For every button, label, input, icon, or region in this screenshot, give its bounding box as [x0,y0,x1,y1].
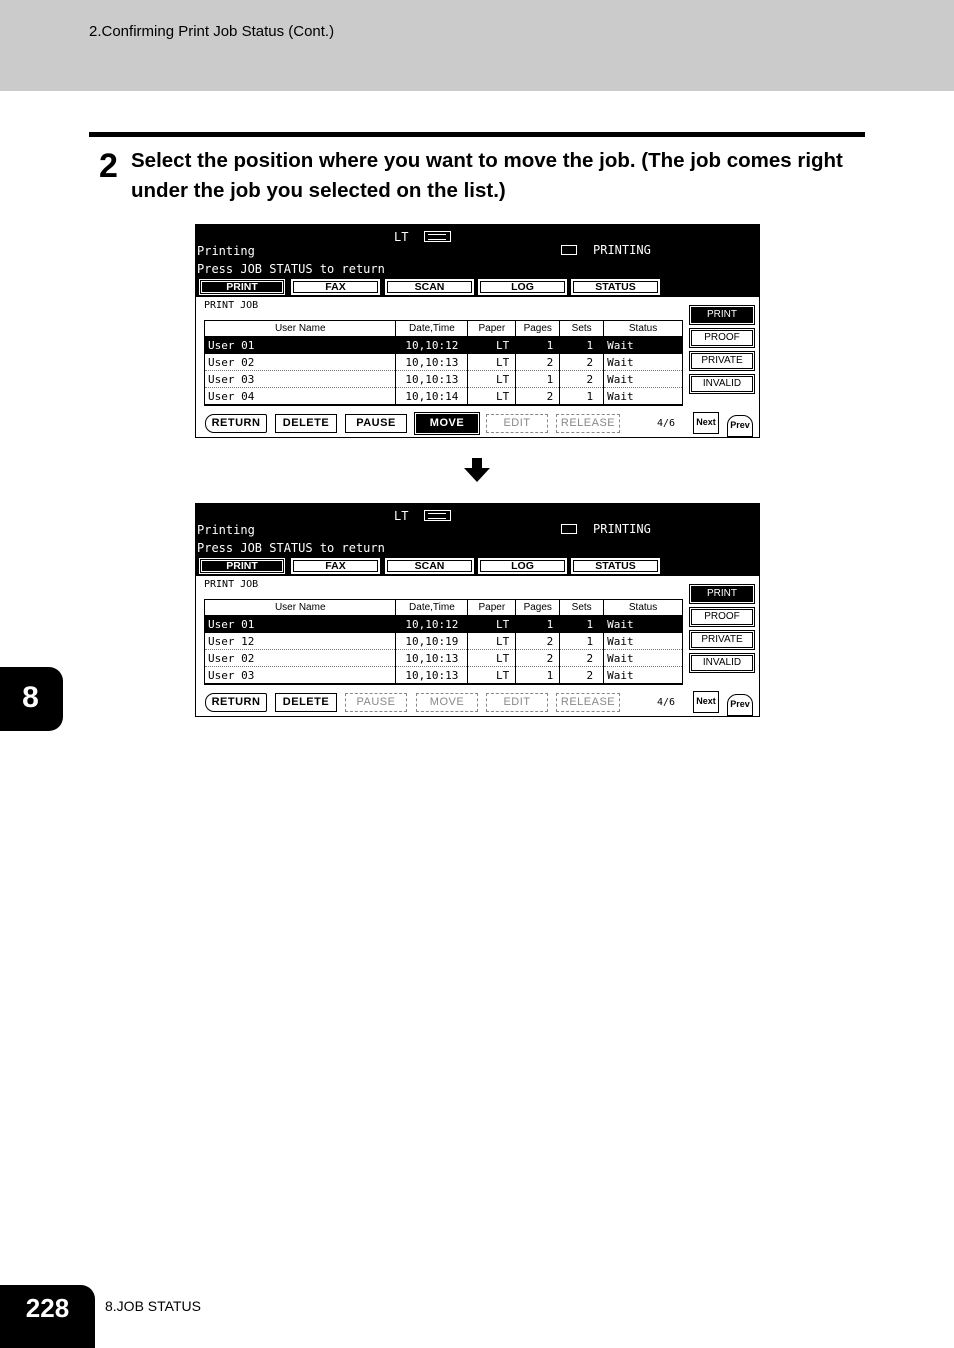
step-instruction: Select the position where you want to move the job. (The job comes right under the job you selected on the list.) [131,149,843,202]
paper-size: LT [394,509,409,523]
invalid-button[interactable]: INVALID [691,655,753,671]
section-label: PRINT JOB [204,579,259,590]
release-button[interactable]: RELEASE [556,414,620,433]
invalid-button[interactable]: INVALID [691,376,753,392]
table-row[interactable] [205,616,683,633]
tab-status[interactable]: STATUS [571,279,660,295]
page-number: 228 [0,1285,95,1348]
table-row[interactable] [205,650,683,667]
job-table [204,599,683,684]
cell-sets: 2 [560,371,604,388]
machine-status: PRINTING [593,522,651,536]
print-button[interactable]: PRINT [691,586,753,602]
machine-status: PRINTING [593,243,651,257]
cell-sets: 2 [560,667,604,684]
table-row[interactable] [205,371,683,388]
status-hint: Press JOB STATUS to return [197,541,385,555]
private-button[interactable]: PRIVATE [691,353,753,369]
paper-size: LT [394,230,409,244]
cell-pages: 2 [516,650,560,667]
cell-date: 10,10:13 [396,650,468,667]
cell-user: User 02 [205,354,396,371]
col-paper: Paper [468,321,516,337]
cell-sets: 2 [560,650,604,667]
cell-user: User 02 [205,650,396,667]
tab-fax[interactable]: FAX [291,558,380,574]
cell-paper: LT [468,371,516,388]
cell-date: 10,10:14 [396,388,468,405]
cell-sets: 1 [560,616,604,633]
prev-button[interactable]: Prev [727,415,753,437]
cell-paper: LT [468,337,516,354]
cell-paper: LT [468,616,516,633]
cell-pages: 2 [516,633,560,650]
cell-paper: LT [468,667,516,684]
cell-pages: 1 [516,616,560,633]
table-row[interactable] [205,667,683,684]
job-status-screen-after [195,503,760,717]
private-button[interactable]: PRIVATE [691,632,753,648]
col-date-time: Date,Time [396,321,468,337]
paper-tray-icon [424,510,451,521]
footer-section: 8.JOB STATUS [105,1298,201,1314]
edit-button[interactable]: EDIT [486,693,548,712]
chapter-tab: 8 [0,667,63,731]
cell-user: User 01 [205,337,396,354]
tab-print[interactable]: PRINT [199,558,285,574]
table-row[interactable] [205,354,683,371]
cell-paper: LT [468,650,516,667]
return-button[interactable]: RETURN [205,693,267,712]
delete-button[interactable]: DELETE [275,414,337,433]
cell-status: Wait [604,388,683,405]
col-paper: Paper [468,600,516,616]
header-band [0,0,954,91]
printer-icon [561,245,577,255]
cell-date: 10,10:13 [396,667,468,684]
tab-log[interactable]: LOG [478,558,567,574]
cell-date: 10,10:13 [396,371,468,388]
cell-date: 10,10:12 [396,616,468,633]
release-button[interactable]: RELEASE [556,693,620,712]
col-date-time: Date,Time [396,600,468,616]
cell-date: 10,10:13 [396,354,468,371]
running-header: 2.Confirming Print Job Status (Cont.) [89,23,335,40]
pause-button[interactable]: PAUSE [345,414,407,433]
tab-fax[interactable]: FAX [291,279,380,295]
paper-tray-icon [424,231,451,242]
divider [204,684,683,685]
table-header [205,321,683,337]
cell-status: Wait [604,633,683,650]
cell-sets: 2 [560,354,604,371]
proof-button[interactable]: PROOF [691,330,753,346]
tab-log[interactable]: LOG [478,279,567,295]
cell-status: Wait [604,371,683,388]
table-row[interactable] [205,337,683,354]
next-button[interactable]: Next [693,691,719,713]
print-button[interactable]: PRINT [691,307,753,323]
status-hint: Press JOB STATUS to return [197,262,385,276]
col-status: Status [604,600,683,616]
edit-button[interactable]: EDIT [486,414,548,433]
cell-pages: 1 [516,667,560,684]
divider [204,405,683,406]
prev-button[interactable]: Prev [727,694,753,716]
step-number: 2 [99,147,118,185]
cell-paper: LT [468,388,516,405]
cell-sets: 1 [560,337,604,354]
return-button[interactable]: RETURN [205,414,267,433]
next-button[interactable]: Next [693,412,719,434]
col-sets: Sets [560,321,604,337]
col-pages: Pages [516,600,560,616]
status-message: Printing [197,244,255,258]
cell-pages: 1 [516,337,560,354]
cell-sets: 1 [560,633,604,650]
tab-scan[interactable]: SCAN [385,558,474,574]
status-header [196,225,760,297]
status-message: Printing [197,523,255,537]
printer-icon [561,524,577,534]
tab-status[interactable]: STATUS [571,558,660,574]
delete-button[interactable]: DELETE [275,693,337,712]
job-table [204,320,683,405]
move-button[interactable]: MOVE [416,693,478,712]
cell-sets: 1 [560,388,604,405]
col-status: Status [604,321,683,337]
cell-date: 10,10:12 [396,337,468,354]
table-row[interactable] [205,633,683,650]
proof-button[interactable]: PROOF [691,609,753,625]
cell-date: 10,10:19 [396,633,468,650]
cell-status: Wait [604,650,683,667]
tab-scan[interactable]: SCAN [385,279,474,295]
cell-paper: LT [468,354,516,371]
page-count: 4/6 [657,418,676,429]
pause-button[interactable]: PAUSE [345,693,407,712]
cell-status: Wait [604,354,683,371]
cell-pages: 2 [516,354,560,371]
cell-paper: LT [468,633,516,650]
cell-status: Wait [604,616,683,633]
cell-user: User 03 [205,667,396,684]
table-row[interactable] [205,388,683,405]
cell-user: User 12 [205,633,396,650]
tab-print[interactable]: PRINT [199,279,285,295]
move-button[interactable]: MOVE [416,414,478,433]
status-header [196,504,760,576]
col-pages: Pages [516,321,560,337]
cell-pages: 2 [516,388,560,405]
cell-status: Wait [604,337,683,354]
col-user-name: User Name [205,600,396,616]
cell-user: User 03 [205,371,396,388]
section-rule [89,132,865,137]
table-header [205,600,683,616]
page-count: 4/6 [657,697,676,708]
cell-status: Wait [604,667,683,684]
job-status-screen-before [195,224,760,438]
down-arrow-icon [463,458,491,484]
col-user-name: User Name [205,321,396,337]
cell-user: User 04 [205,388,396,405]
cell-pages: 1 [516,371,560,388]
cell-user: User 01 [205,616,396,633]
col-sets: Sets [560,600,604,616]
section-label: PRINT JOB [204,300,259,311]
